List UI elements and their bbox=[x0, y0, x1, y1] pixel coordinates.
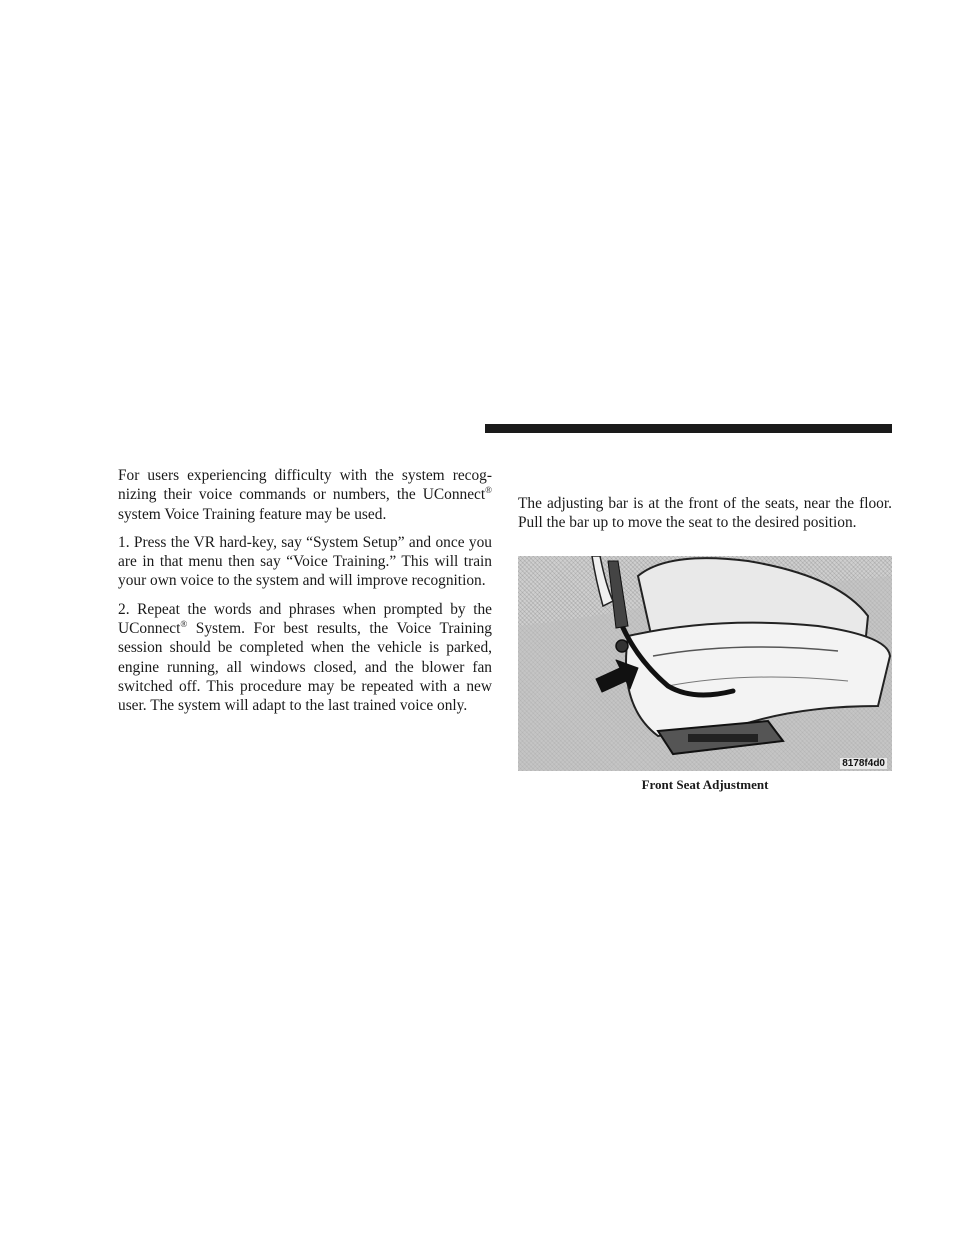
bar-pivot bbox=[616, 640, 628, 652]
seat-track-slot bbox=[688, 734, 758, 742]
seat-drawing bbox=[518, 556, 892, 771]
right-column bbox=[518, 494, 892, 542]
step-2-rest: System. For best results, the Voice Training session should be completed when the vehicle is parked, engine running, all windows closed, and the blower fan switched off. This procedure may be repeated with a new user. The system will adapt to the last trained voice only. bbox=[118, 620, 492, 715]
registered-mark: ® bbox=[485, 485, 492, 496]
intro-line-2: nizing their voice commands or numbers, the UConnect bbox=[118, 486, 486, 504]
intro-line-1: For users experiencing difficulty with the system recog- bbox=[118, 467, 492, 484]
section-divider-bar bbox=[485, 424, 892, 433]
step-1-paragraph: 1. Press the VR hard-key, say “System Setup” and once you are in that menu then say “Voice Training.” This will train your own voice to the system and will improve recognition. bbox=[118, 533, 492, 590]
front-seat-illustration bbox=[518, 556, 892, 771]
step-2-paragraph bbox=[118, 600, 492, 716]
step-2-start: 2. Repeat the words and phrases when prompted by the UConnect bbox=[118, 600, 492, 638]
left-column bbox=[118, 466, 492, 725]
figure-caption: Front Seat Adjustment bbox=[641, 777, 769, 792]
intro-paragraph bbox=[118, 466, 492, 524]
figure-code: 8178f4d0 bbox=[842, 758, 885, 769]
intro-line-3: system Voice Training feature may be used. bbox=[118, 505, 387, 523]
registered-mark: ® bbox=[180, 619, 188, 630]
seat-adjust-paragraph: The adjusting bar is at the front of the seats, near the floor. Pull the bar up to move the seat to the desired position. bbox=[518, 495, 892, 532]
